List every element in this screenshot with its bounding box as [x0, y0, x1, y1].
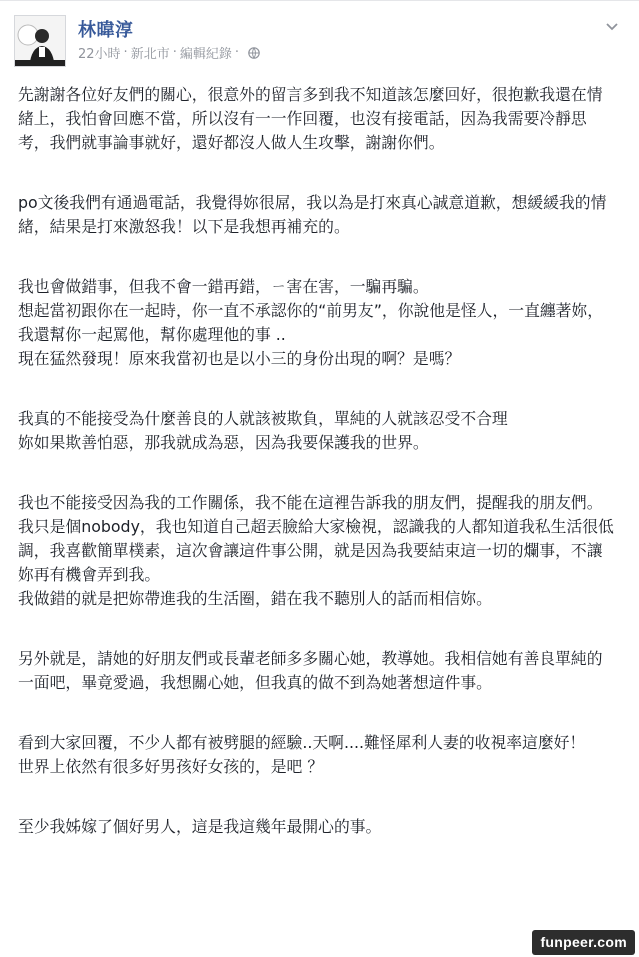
- edit-history-link[interactable]: 編輯紀錄: [179, 47, 232, 62]
- post-meta: [78, 43, 260, 62]
- meta-separator: ·: [172, 45, 177, 60]
- post-time[interactable]: 22小時: [78, 47, 121, 62]
- globe-icon[interactable]: [248, 47, 260, 59]
- post-header: [14, 15, 624, 67]
- post-body: [18, 83, 618, 875]
- post-paragraph: 看到大家回覆，不少人都有被劈腿的經驗..天啊....難怪犀利人妻的收視率這麼好！ 世界上依然有很多好男孩好女孩的，是吧 ？: [18, 733, 586, 776]
- author-name[interactable]: 林暐淳: [78, 20, 134, 41]
- post-paragraph: 我真的不能接受為什麼善良的人就該被欺負，單純的人就該忍受不合理 妳如果欺善怕惡，那我就成為惡，因為我要保護我的世界。: [18, 409, 508, 452]
- post-paragraph: 先謝謝各位好友們的關心，很意外的留言多到我不知道該怎麼回好，很抱歉我還在情緒上，我怕會回應不當，所以沒有一一作回覆，也沒有接電話，因為我需要冷靜思考，我們就事論事就好，還好都沒人做人生攻擊，謝謝你們。: [18, 85, 603, 152]
- chevron-down-icon[interactable]: [602, 17, 622, 37]
- avatar[interactable]: [14, 15, 66, 67]
- post-paragraph: 另外就是，請她的好朋友們或長輩老師多多關心她，教導她。我相信她有善良單純的一面吧，畢竟愛過，我想關心她，但我真的做不到為她著想這件事。: [18, 649, 603, 692]
- watermark: funpeer.com: [532, 930, 635, 955]
- post-location[interactable]: 新北市: [130, 47, 170, 62]
- meta-separator: ·: [123, 45, 128, 60]
- post-paragraph: 我也會做錯事，但我不會一錯再錯，ㄧ害在害，一騙再騙。 想起當初跟你在一起時，你一直不承認你的“前男友”，你說他是怪人，一直纏著妳，我還幫你一起罵他，幫你處理他的事 .. 現在猛然發現！原來我當初也是以小三的身份出現的啊？是嗎？: [18, 277, 604, 368]
- meta-separator: ·: [234, 45, 239, 60]
- post-paragraph: 我也不能接受因為我的工作關係，我不能在這裡告訴我的朋友們，提醒我的朋友們。我只是個nobody，我也知道自己超丟臉給大家檢視，認識我的人都知道我私生活很低調，我喜歡簡單樸素，這次會讓這件事公開，就是因為我要結束這一切的爛事，不讓妳再有機會弄到我。 我做錯的就是把妳帶進我的生活圈，錯在我不聽別人的話而相信妳。: [18, 493, 614, 608]
- post-paragraph: 至少我姊嫁了個好男人，這是我這幾年最開心的事。: [18, 817, 382, 836]
- profile-photo-icon: [15, 16, 66, 67]
- post-paragraph: po文後我們有通過電話，我覺得妳很屌，我以為是打來真心誠意道歉，想緩緩我的情緒，結果是打來激怒我！以下是我想再補充的。: [18, 193, 607, 236]
